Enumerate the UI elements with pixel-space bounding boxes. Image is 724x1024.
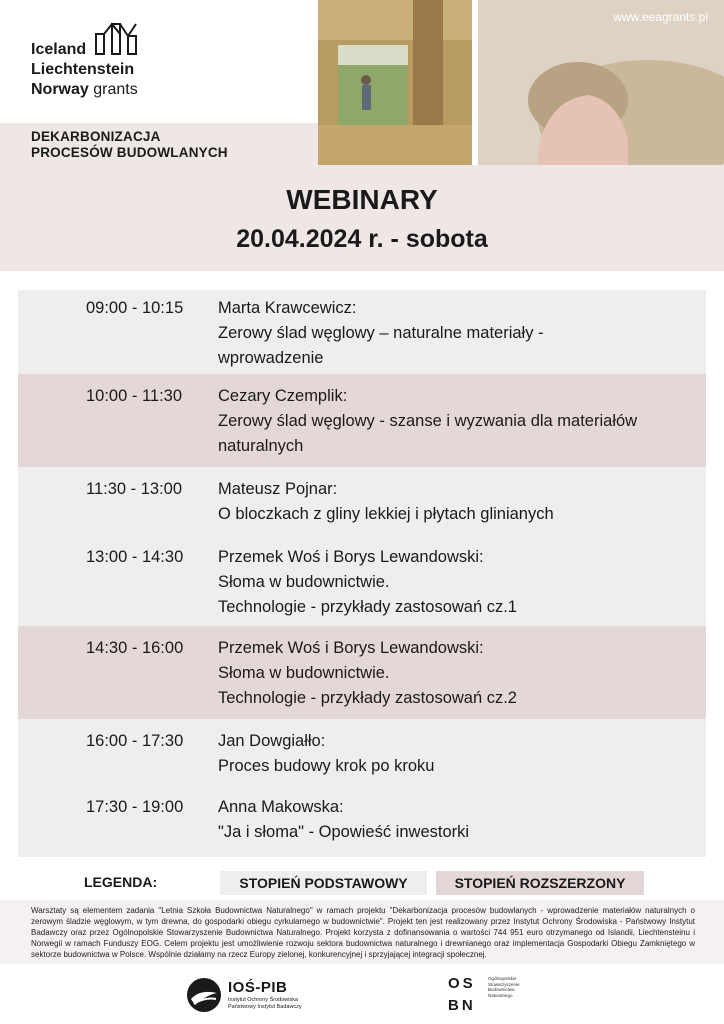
session-topic-line: Proces budowy krok po kroku [218,757,435,775]
logo-line-iceland: Iceland [31,41,87,58]
header [0,0,724,165]
osbn-letters [448,973,476,1017]
session-details [218,477,688,527]
session-speaker: Anna Makowska: [218,798,344,816]
session-topic-line: wprowadzenie [218,349,324,367]
ios-pib-subtitle [228,997,302,1010]
session-topic-line: Słoma w budownictwie. [218,664,390,682]
session-topic-line: "Ja i słoma" - Opowieść inwestorki [218,823,470,841]
session-topic-line: Zerowy ślad węglowy – naturalne materiały - [218,324,544,342]
session-time: 17:30 - 19:00 [86,798,184,816]
session-speaker: Przemek Woś i Borys Lewandowski: [218,548,484,566]
session-details [218,636,688,711]
project-title-line2: PROCESÓW BUDOWLANYCH [31,145,228,160]
ios-pib-logo [186,977,302,1013]
eea-grants-wordmark [31,40,138,100]
osbn-letters-top: OS [448,975,476,992]
schedule-table [18,290,706,857]
legend-label: LEGENDA: [84,874,158,890]
event-date: 20.04.2024 r. - sobota [236,225,488,253]
session-details [218,296,688,371]
session-topic-line: Zerowy ślad węglowy - szanse i wyzwania dla materiałów [218,412,638,430]
session-row [18,467,706,535]
legend-basic-level: STOPIEŃ PODSTAWOWY [220,871,427,895]
project-band [0,123,318,165]
logo-grants: grants [93,81,138,98]
ios-pib-logo-icon [186,977,222,1013]
session-time: 13:00 - 14:30 [86,548,184,566]
osbn-logo [448,973,548,1017]
straw-house-illustration [318,0,472,165]
ios-pib-subtitle-line1: Instytut Ochrony Środowiska [228,997,299,1003]
session-speaker: Mateusz Pojnar: [218,480,338,498]
session-speaker: Marta Krawcewicz: [218,299,357,317]
session-topic-line: Technologie - przykłady zastosowań cz.2 [218,689,517,707]
session-time: 10:00 - 11:30 [86,387,183,405]
session-details [218,795,688,845]
legend [0,871,724,895]
session-row [18,374,706,467]
osbn-subtitle-line: Budownictwa [488,987,515,992]
session-topic-line: O bloczkach z gliny lekkiej i płytach glinianych [218,505,554,523]
session-details [218,729,688,779]
title-band [0,165,724,271]
logo-line-liechtenstein: Liechtenstein [31,61,135,78]
osbn-subtitle-line: Naturalnego [488,992,513,998]
session-row [18,626,706,719]
straw-hands-illustration [478,0,724,165]
session-details [218,545,688,620]
eea-website: www.eeagrants.pl [613,10,708,24]
straw-hands-photo [478,0,724,165]
session-row [18,719,706,786]
project-title-line1: DEKARBONIZACJA [31,129,161,144]
logo-line-norway: Norway [31,81,89,98]
ios-pib-subtitle-line2: Państwowy Instytut Badawczy [228,1003,302,1010]
session-speaker: Przemek Woś i Borys Lewandowski: [218,639,484,657]
session-time: 11:30 - 13:00 [86,480,183,498]
session-topic-line: Słoma w budownictwie. [218,573,390,591]
session-row [18,290,706,374]
session-speaker: Jan Dowgiałło: [218,732,326,750]
session-row [18,786,706,857]
osbn-subtitle-line: Ogólnopolskie [488,976,517,981]
session-details [218,384,688,459]
session-time: 09:00 - 10:15 [86,299,184,317]
session-topic-line: naturalnych [218,437,304,455]
legend-extended-level: STOPIEŃ ROZSZERZONY [436,871,644,895]
session-time: 14:30 - 16:00 [86,639,184,657]
session-topic-line: Technologie - przykłady zastosowań cz.1 [218,598,517,616]
page-title: WEBINARY [286,184,438,215]
session-time: 16:00 - 17:30 [86,732,184,750]
osbn-subtitle [488,976,520,998]
session-row [18,535,706,626]
osbn-subtitle-line: Stowarzyszenie [488,981,520,987]
eea-grants-logo [0,0,318,123]
osbn-letters-bottom: BN [448,997,476,1014]
ios-pib-name: IOŚ-PIB [228,979,288,996]
straw-house-photo [318,0,472,165]
session-speaker: Cezary Czemplik: [218,387,348,405]
project-title [31,129,228,161]
project-footnote: Warsztaty są elementem zadania "Letnia Szkoła Budownictwa Naturalnego" w ramach projektu "Dekarbonizacja procesów budowlanych - wprowadzenie materiałów naturalnych o zerowym śladzie węglowym, w tym drewna, do gospodarki obiegu cyrkularnego w budownictwie". Projekt ten jest realizowany przez Instytut Ochrony Środowiska - Państwowy Instytut Badawczy oraz przez Ogólnopolskie Stowarzyszenie Budownictwa Naturalnego. Projekt korzysta z dofinansowania o wartości 744 951 euro otrzymanego od Islandii, Liechtensteinu i Norwegii w ramach Funduszy EOG. Celem projektu jest umożliwienie rozwoju sektora budownictwa naturalnego i drewnianego oraz implementacja Gospodarki Obiegu Zamkniętego w sektorze budownictwa w Polsce. Wspólnie działamy na rzecz Europy zielonej, konkurencyjnej i sprzyjającej integracji społecznej. [31,906,695,959]
